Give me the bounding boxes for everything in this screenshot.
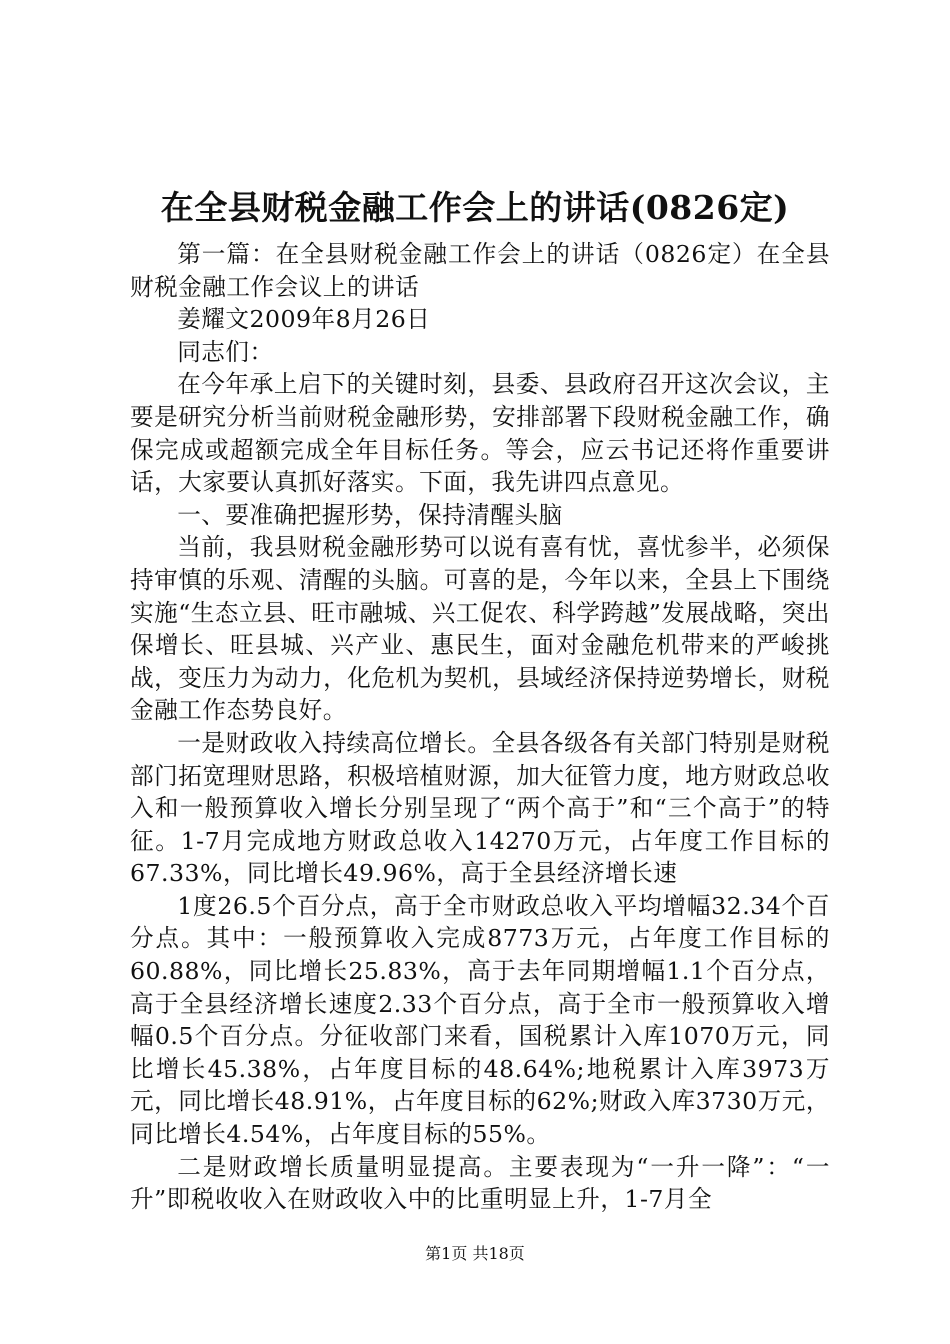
paragraph-salutation: 同志们： xyxy=(177,337,274,366)
paragraph-quality: 二是财政增长质量明显提高。主要表现为“一升一降”：“一升”即税收收入在财政收入中的比重明显上升，1-7月全 xyxy=(130,1152,830,1214)
paragraph-opening: 在今年承上启下的关键时刻，县委、县政府召开这次会议，主要是研究分析当前财税金融形势，安排部署下段财税金融工作，确保完成或超额完成全年目标任务。等会，应云书记还将作重要讲话，大家要认真抓好落实。下面，我先讲四点意见。 xyxy=(130,370,830,497)
page-footer: 第1页 共18页 xyxy=(425,1244,525,1263)
paragraph-situation: 当前，我县财税金融形势可以说有喜有忧，喜忧参半，必须保持审慎的乐观、清醒的头脑。可喜的是，今年以来，全县上下围绕实施“生态立县、旺市融城、兴工促农、科学跨越”发展战略，突出保增长、旺县城、兴产业、惠民生，面对金融危机带来的严峻挑战，变压力为动力，化危机为契机，县域经济保持逆势增长，财税金融工作态势良好。 xyxy=(130,533,830,725)
document-title: 在全县财税金融工作会上的讲话(0826定) xyxy=(160,188,790,227)
paragraph-revenue-growth: 一是财政收入持续高位增长。全县各级各有关部门特别是财税部门拓宽理财思路，积极培植财源，加大征管力度，地方财政总收入和一般预算收入增长分别呈现了“两个高于”和“三个高于”的特征。1-7月完成地方财政总收入14270万元，占年度工作目标的67.33%，同比增长49.96%，高于全县经济增长速 xyxy=(130,728,830,888)
section-heading-1: 一、要准确把握形势，保持清醒头脑 xyxy=(177,500,563,529)
paragraph-author-date: 姜耀文2009年8月26日 xyxy=(177,305,431,334)
document-body xyxy=(130,238,830,1216)
paragraph-revenue-details: 1度26.5个百分点，高于全市财政总收入平均增幅32.34个百分点。其中：一般预算收入完成8773万元，占年度工作目标的60.88%，同比增长25.83%，高于去年同期增幅1.1个百分点，高于全县经济增长速度2.33个百分点，高于全市一般预算收入增幅0.5个百分点。分征收部门来看，国税累计入库1070万元，同比增长45.38%，占年度目标的48.64%;地税累计入库3973万元，同比增长48.91%，占年度目标的62%;财政入库3730万元，同比增长4.54%，占年度目标的55%。 xyxy=(130,891,830,1149)
paragraph-intro: 第一篇：在全县财税金融工作会上的讲话（0826定）在全县财税金融工作会议上的讲话 xyxy=(130,240,830,301)
